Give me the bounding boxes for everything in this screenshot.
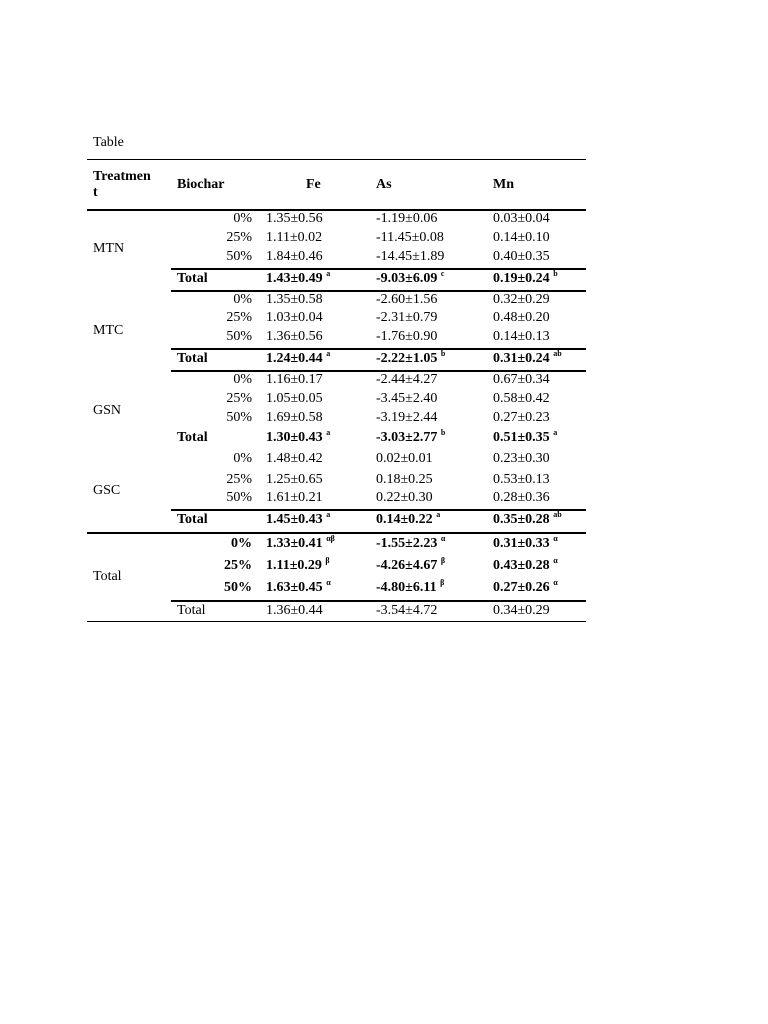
fe-cell: 1.35±0.58	[266, 292, 323, 307]
header-as: As	[376, 177, 392, 192]
as-cell: 0.02±0.01	[376, 451, 433, 466]
as-cell: 0.18±0.25	[376, 472, 433, 487]
mn-cell: 0.40±0.35	[493, 249, 550, 264]
subtotal-rule	[171, 509, 586, 511]
header-biochar: Biochar	[177, 177, 225, 192]
fe-cell: 1.05±0.05	[266, 391, 323, 406]
fe-cell: 1.61±0.21	[266, 490, 323, 505]
subtotal-label: Total	[177, 271, 208, 286]
treatment-label-mtn: MTN	[93, 241, 125, 256]
biochar-cell: 0%	[233, 292, 252, 307]
biochar-cell: 50%	[226, 249, 252, 264]
mn-cell: 0.67±0.34	[493, 372, 550, 387]
fe-cell: 1.35±0.56	[266, 211, 323, 226]
mn-cell: 0.27±0.23	[493, 410, 550, 425]
fe-cell: 1.69±0.58	[266, 410, 323, 425]
subtotal-fe: 1.24±0.44 $^a$	[266, 349, 331, 366]
fe-cell: 1.48±0.42	[266, 451, 323, 466]
as-cell: -4.80±6.11 $^\beta$	[376, 578, 445, 595]
as-cell: -2.60±1.56	[376, 292, 438, 307]
subtotal-mn: 0.51±0.35 $^a$	[493, 428, 558, 445]
biochar-cell: 50%	[226, 490, 252, 505]
biochar-cell: 50%	[224, 580, 252, 595]
subtotal-fe: 1.43±0.49 $^a$	[266, 269, 331, 286]
fe-cell: 1.63±0.45 $^\alpha$	[266, 578, 331, 595]
subtotal-mn: 0.19±0.24 $^b$	[493, 269, 558, 286]
as-cell: -1.19±0.06	[376, 211, 438, 226]
biochar-cell: 25%	[226, 230, 252, 245]
mn-cell: 0.14±0.10	[493, 230, 550, 245]
as-cell: -14.45±1.89	[376, 249, 445, 264]
as-cell: -4.26±4.67 $^\beta$	[376, 556, 446, 573]
subtotal-label: Total	[177, 351, 208, 366]
subtotal-as: -2.22±1.05 $^b$	[376, 349, 446, 366]
header-treatment-wrap: t	[93, 185, 98, 200]
table-caption: Table	[93, 135, 124, 150]
biochar-cell: 25%	[226, 310, 252, 325]
mn-cell: 0.27±0.26 $^\alpha$	[493, 578, 558, 595]
treatment-label-mtc: MTC	[93, 323, 124, 338]
subtotal-as: -3.03±2.77 $^b$	[376, 428, 446, 445]
fe-cell: 1.03±0.04	[266, 310, 323, 325]
fe-cell: 1.84±0.46	[266, 249, 323, 264]
mn-cell: 0.23±0.30	[493, 451, 550, 466]
subtotal-rule	[171, 348, 586, 350]
mn-cell: 0.32±0.29	[493, 292, 550, 307]
subtotal-label: Total	[177, 430, 208, 445]
table-bottom-rule	[87, 621, 586, 622]
biochar-cell: 0%	[233, 211, 252, 226]
biochar-cell: 25%	[226, 472, 252, 487]
biochar-cell: 0%	[233, 372, 252, 387]
subtotal-fe: 1.45±0.43 $^a$	[266, 510, 331, 527]
biochar-cell: 50%	[226, 410, 252, 425]
mn-cell: 0.58±0.42	[493, 391, 550, 406]
fe-cell: 1.16±0.17	[266, 372, 323, 387]
overall-rule	[87, 532, 586, 534]
biochar-cell: 25%	[226, 391, 252, 406]
fe-cell: 1.36±0.56	[266, 329, 323, 344]
biochar-cell: 0%	[233, 451, 252, 466]
as-cell: 0.22±0.30	[376, 490, 433, 505]
mn-cell: 0.43±0.28 $^\alpha$	[493, 556, 558, 573]
subtotal-mn: 0.31±0.24 $^{ab}$	[493, 349, 562, 366]
as-cell: -3.45±2.40	[376, 391, 438, 406]
mn-cell: 0.48±0.20	[493, 310, 550, 325]
header-fe: Fe	[306, 177, 321, 192]
fe-cell: 1.11±0.29 $^\beta$	[266, 556, 330, 573]
as-cell: -1.76±0.90	[376, 329, 438, 344]
biochar-cell: 50%	[226, 329, 252, 344]
grand-total-fe: 1.36±0.44	[266, 603, 323, 618]
as-cell: -1.55±2.23 $^\alpha$	[376, 534, 446, 551]
mn-cell: 0.14±0.13	[493, 329, 550, 344]
as-cell: -3.19±2.44	[376, 410, 438, 425]
mn-cell: 0.31±0.33 $^\alpha$	[493, 534, 558, 551]
subtotal-mn: 0.35±0.28 $^{ab}$	[493, 510, 562, 527]
subtotal-as: 0.14±0.22 $^a$	[376, 510, 441, 527]
mn-cell: 0.53±0.13	[493, 472, 550, 487]
subtotal-rule	[171, 268, 586, 270]
fe-cell: 1.33±0.41 $^{\alpha\beta}$	[266, 534, 335, 551]
subtotal-label: Total	[177, 512, 208, 527]
as-cell: -2.44±4.27	[376, 372, 438, 387]
grand-total-label: Total	[177, 603, 206, 618]
fe-cell: 1.25±0.65	[266, 472, 323, 487]
fe-cell: 1.11±0.02	[266, 230, 323, 245]
treatment-label-gsn: GSN	[93, 403, 122, 418]
treatment-label-gsc: GSC	[93, 483, 121, 498]
mn-cell: 0.28±0.36	[493, 490, 550, 505]
subtotal-as: -9.03±6.09 $^c$	[376, 269, 445, 286]
grand-total-as: -3.54±4.72	[376, 603, 438, 618]
table-top-rule	[87, 159, 586, 160]
as-cell: -2.31±0.79	[376, 310, 438, 325]
header-mn: Mn	[493, 177, 514, 192]
biochar-cell: 25%	[224, 558, 252, 573]
mn-cell: 0.03±0.04	[493, 211, 550, 226]
header-treatment: Treatmen	[93, 169, 151, 184]
biochar-cell: 0%	[231, 536, 252, 551]
subtotal-fe: 1.30±0.43 $^a$	[266, 428, 331, 445]
treatment-label-total: Total	[93, 569, 122, 584]
as-cell: -11.45±0.08	[376, 230, 444, 245]
grand-total-rule	[171, 600, 586, 602]
grand-total-mn: 0.34±0.29	[493, 603, 550, 618]
